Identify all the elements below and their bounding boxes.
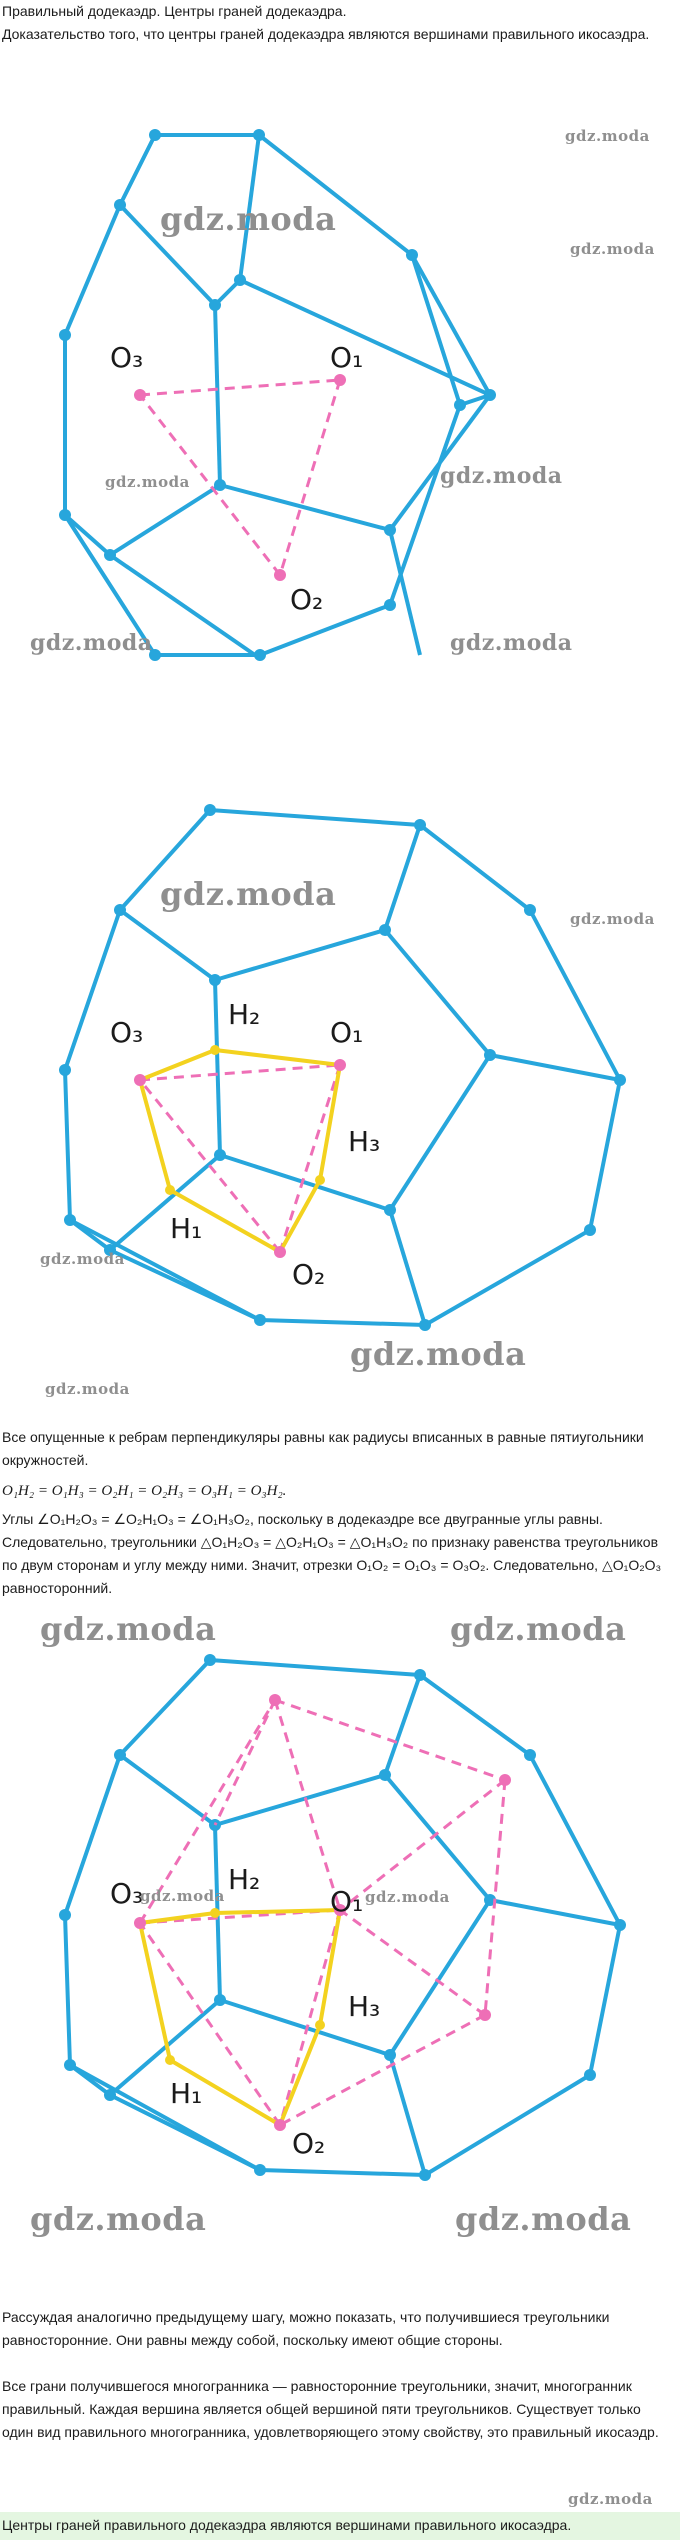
label-o2: O₂ (290, 583, 324, 616)
watermark: gdz.moda (570, 910, 655, 928)
watermark: gdz.moda (30, 2200, 207, 2238)
watermark: gdz.moda (440, 463, 563, 489)
label-o2: O₂ (292, 1258, 326, 1291)
figure-dodecahedron-3 (0, 1605, 680, 2255)
figure-dodecahedron-2 (0, 780, 680, 1420)
label-h3: H₃ (348, 1125, 381, 1158)
watermark: gdz.moda (565, 127, 650, 145)
dodecahedron-diagram-3 (0, 1605, 680, 2255)
watermark: gdz.moda (568, 2490, 653, 2508)
label-o3: O₃ (110, 1877, 144, 1910)
label-h3: H₃ (348, 1990, 381, 2023)
watermark: gdz.moda (450, 1610, 627, 1648)
watermark: gdz.moda (40, 1250, 125, 1268)
watermark: gdz.moda (105, 473, 190, 491)
perpendicular-feet (165, 1908, 325, 2065)
intro-paragraph: Доказательство того, что центры граней додекаэдра являются вершинами правильного икосаэдра. (2, 26, 650, 42)
watermark: gdz.moda (45, 1380, 130, 1398)
label-o1: O₁ (330, 1885, 364, 1918)
watermark: gdz.moda (30, 630, 153, 656)
dodecahedron-diagram-1 (0, 95, 680, 675)
angles-paragraph: Углы ∠O₁H₂O₃ = ∠O₂H₁O₃ = ∠O₁H₃O₂, поскольку в додекаэдре все двугранные углы равны. Следовательно, треугольники △O₁H₂O₃ = △O₂H₁O₃ = △O₁H₃O₂ по признаку равенства треугольников по двум сторонам и углу между ними. Значит, отрезки O₁O₂ = O₁O₃ = O₃O₂. Следовательно, △O₁O₂O₃ равносторонний. (2, 1511, 662, 1596)
watermark: gdz.moda (140, 1887, 225, 1905)
label-o3: O₃ (110, 1016, 144, 1049)
perpendiculars-paragraph: Все опущенные к ребрам перпендикуляры равны как радиусы вписанных в равные пятиугольники окружностей. (2, 1429, 644, 1468)
label-o2: O₂ (292, 2127, 326, 2160)
label-h2: H₂ (228, 998, 261, 1031)
label-h2: H₂ (228, 1863, 261, 1896)
watermark: gdz.moda (350, 1335, 527, 1373)
equality-formula: O₁H₂ = O₁H₃ = O₂H₁ = O₂H₃ = O₃H₁ = O₃H₂. (2, 1483, 287, 1499)
analogy-paragraph: Рассуждая аналогично предыдущему шагу, можно показать, что получившиеся треугольники равносторонние. Они равны между собой, поскольку имеют общие стороны. (2, 2309, 610, 2348)
watermark: gdz.moda (160, 200, 337, 238)
icosahedron-dashed (140, 1700, 505, 2125)
intro-title: Правильный додекаэдр. Центры граней додекаэдра. (2, 3, 347, 19)
label-o1: O₁ (330, 1016, 364, 1049)
watermark: gdz.moda (455, 2200, 632, 2238)
label-o3: O₃ (110, 341, 144, 374)
label-o1: O₁ (330, 341, 364, 374)
watermark: gdz.moda (365, 1888, 450, 1906)
icosahedron-paragraph: Все грани получившегося многогранника — равносторонние треугольники, значит, многогранник правильный. Каждая вершина является общей вершиной пяти треугольников. Существует только один вид правильного многогранника, удовлетворяющего этому свойству, это правильный икосаэдр. (2, 2378, 659, 2440)
watermark: gdz.moda (450, 630, 573, 656)
figure-dodecahedron-1 (0, 95, 680, 675)
face-centers (134, 1694, 511, 2131)
conclusion-highlight (0, 2512, 680, 2540)
watermark: gdz.moda (40, 1610, 217, 1648)
watermark: gdz.moda (570, 240, 655, 258)
conclusion-text: Центры граней правильного додекаэдра являются вершинами правильного икосаэдра. (2, 2517, 572, 2533)
watermark: gdz.moda (160, 875, 337, 913)
label-h1: H₁ (170, 2077, 203, 2110)
label-h1: H₁ (170, 1212, 203, 1245)
